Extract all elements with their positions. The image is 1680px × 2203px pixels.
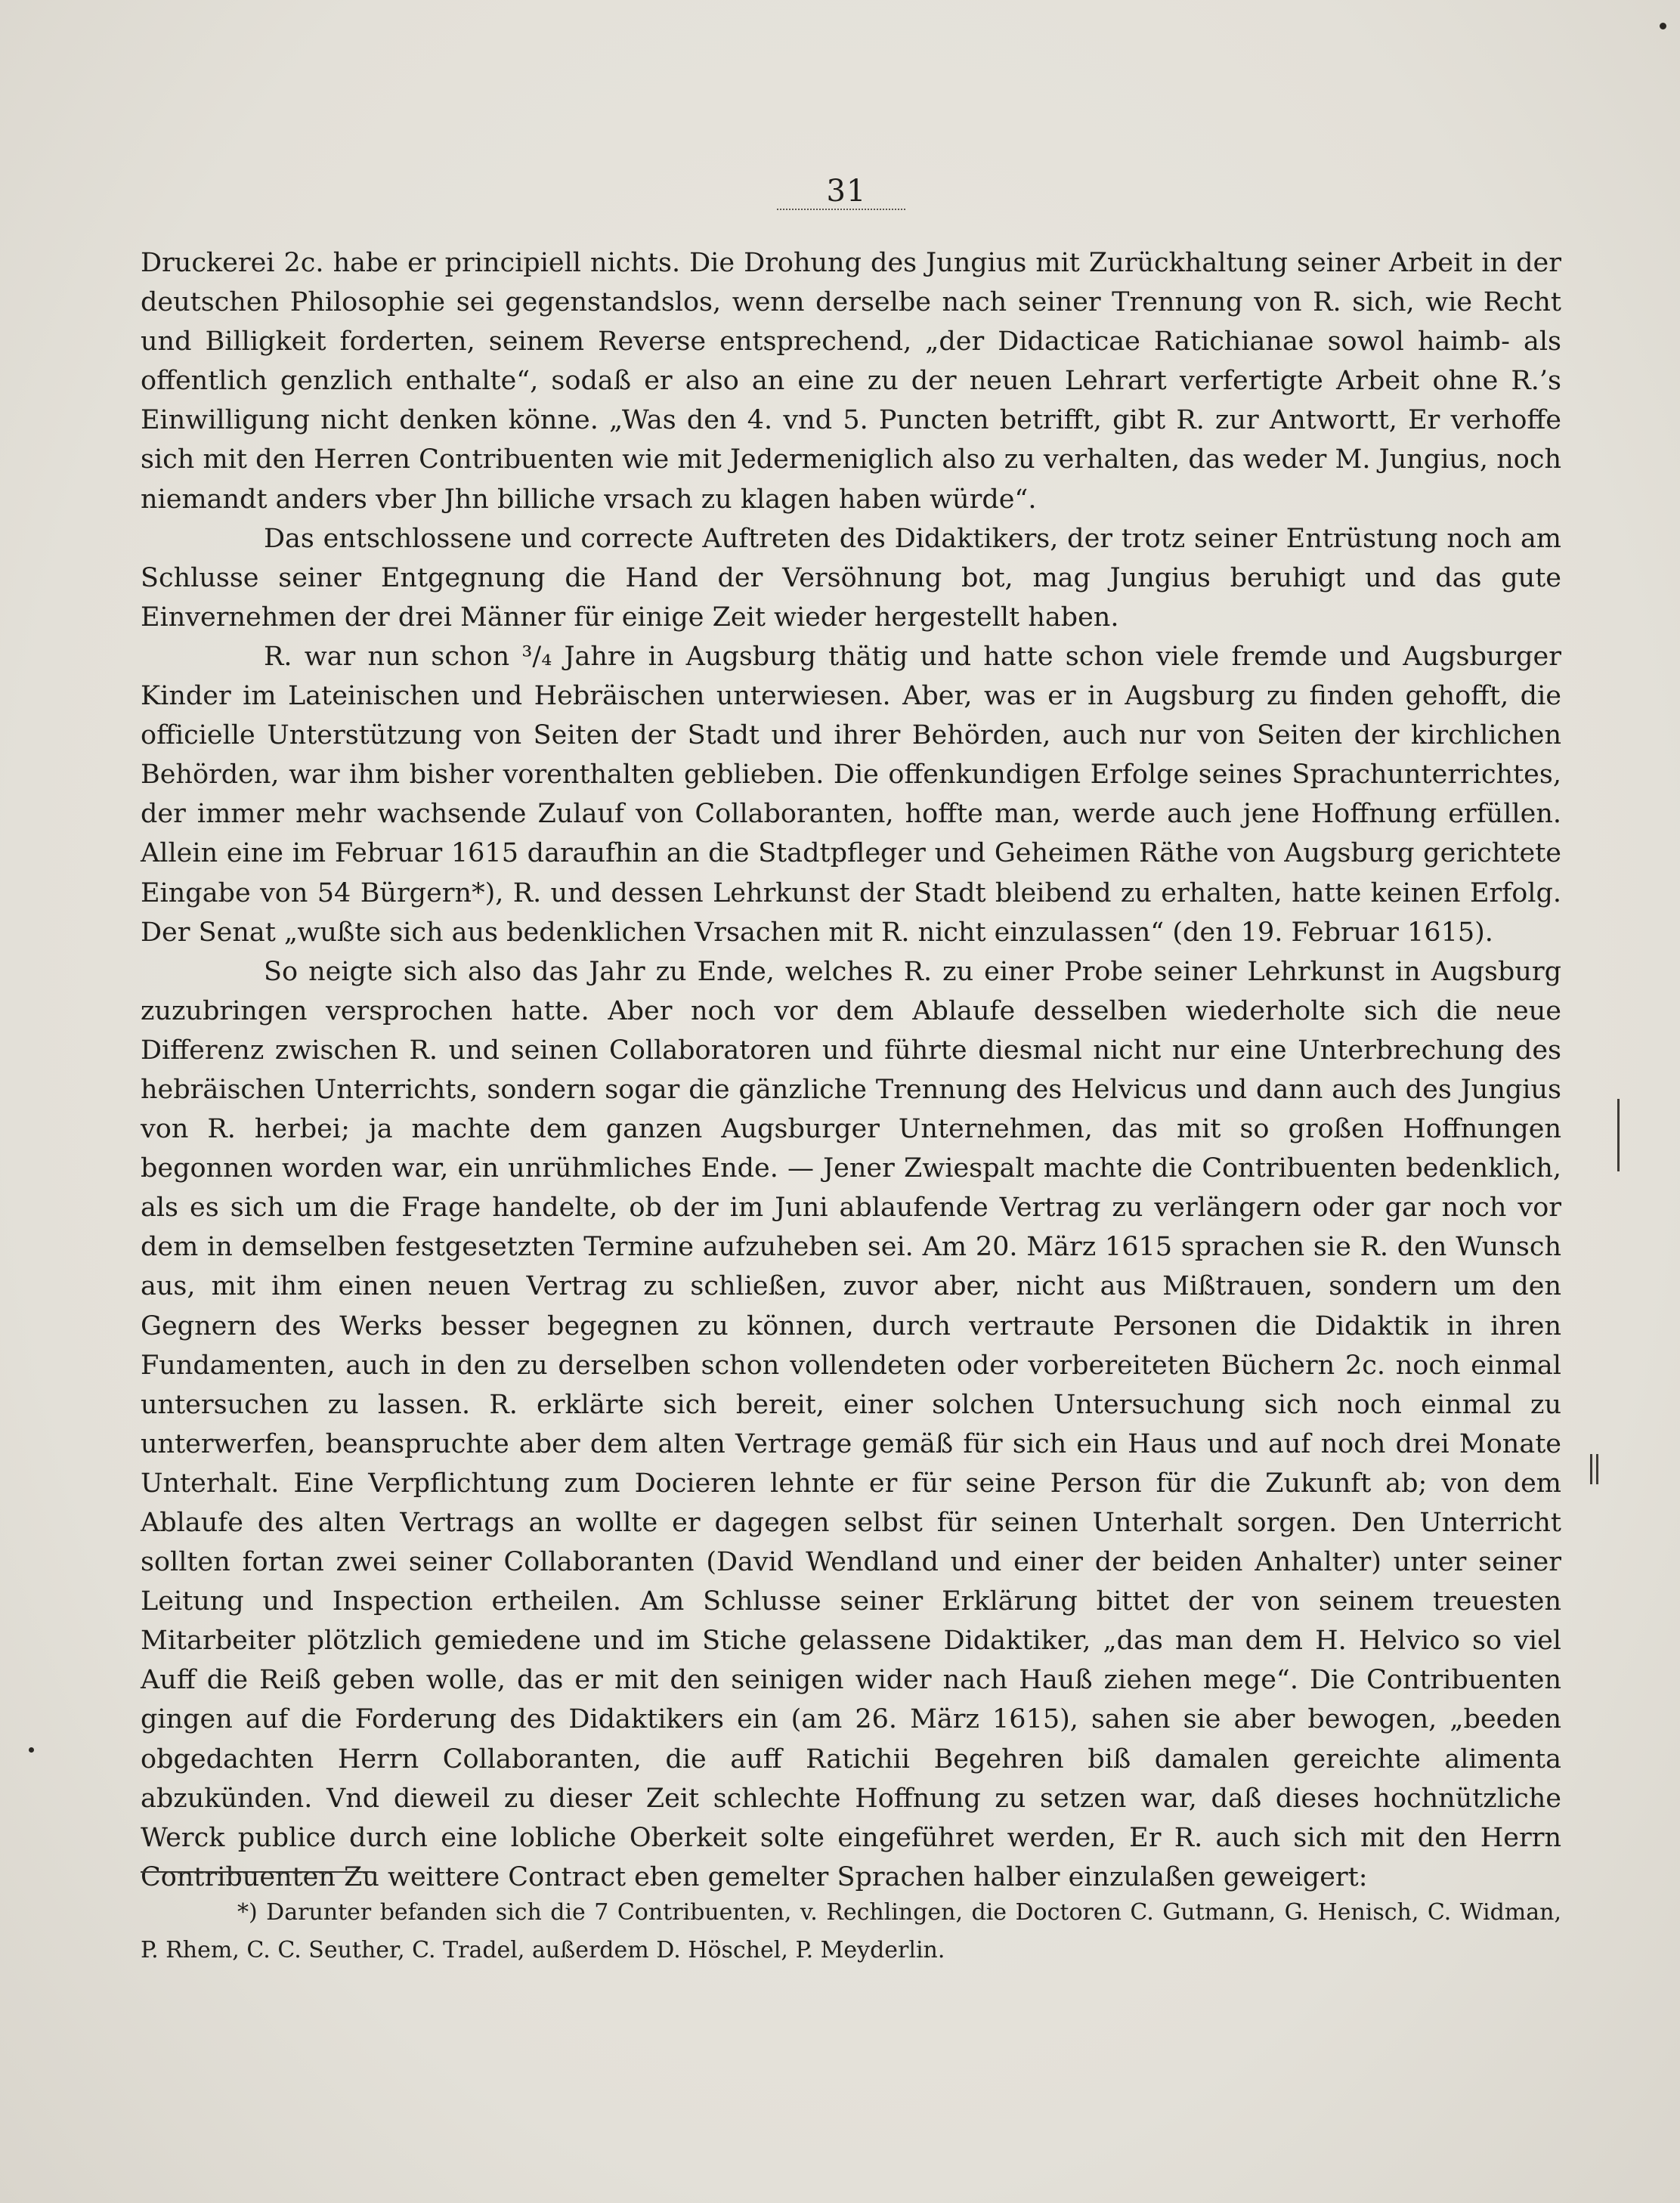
paragraph-1: Druckerei 2c. habe er principiell nichts. Die Drohung des Jungius mit Zurückhaltung seiner Arbeit in der deutschen Philosophie sei gegenstandslos, wenn derselbe nach seiner Trennung von R. sich, wie Recht und Billigkeit forderten, seinem Reverse entsprechend, „der Didacticae Ratichianae sowol haimb- als offentlich genzlich enthalte“, sodaß er also an eine zu der neuen Lehrart verfertigte Arbeit ohne R.’s Einwilligung nicht denken könne. „Was den 4. vnd 5. Puncten betrifft, gibt R. zur Antwortt, Er verhoffe sich mit den Herren Contribuenten wie mit Jedermeniglich also zu verhalten, das weder M. Jungius, noch niemandt anders vber Jhn billiche vrsach zu klagen haben würde“. [141, 248, 1561, 515]
page-number-rule [777, 209, 905, 215]
footnote-rule [141, 1871, 375, 1873]
body-text [141, 243, 1561, 1897]
footnote-text: *) Darunter befanden sich die 7 Contribuenten, v. Rechlingen, die Doctoren C. Gutmann, G. Henisch, C. Widman, P. Rhem, C. C. Seuther, C. Tradel, außerdem D. Höschel, P. Meyderlin. [141, 1899, 1561, 1963]
margin-mark-right [1617, 1099, 1620, 1171]
paragraph-3: R. war nun schon ³/₄ Jahre in Augsburg thätig und hatte schon viele fremde und Augsburger Kinder im Lateinischen und Hebräischen unterwiesen. Aber, was er in Augsburg zu finden gehofft, die officielle Unterstützung von Seiten der Stadt und ihrer Behörden, auch nur von Seiten der kirchlichen Behörden, war ihm bisher vorenthalten geblieben. Die offenkundigen Erfolge seines Sprachunterrichtes, der immer mehr wachsende Zulauf von Collaboranten, hoffte man, werde auch jene Hoffnung erfüllen. Allein eine im Februar 1615 daraufhin an die Stadtpfleger und Geheimen Räthe von Augsburg gerichtete Eingabe von 54 Bürgern*), R. und dessen Lehrkunst der Stadt bleibend zu erhalten, hatte keinen Erfolg. Der Senat „wußte sich aus bedenklichen Vrsachen mit R. nicht einzulassen“ (den 19. Februar 1615). [141, 641, 1561, 948]
scan-speck-left [29, 1747, 34, 1753]
paragraph-4: So neigte sich also das Jahr zu Ende, welches R. zu einer Probe seiner Lehrkunst in Augsburg zuzubringen versprochen hatte. Aber noch vor dem Ablaufe desselben wiederholte sich die neue Differenz zwischen R. und seinen Collaboratoren und führte diesmal nicht nur eine Unterbrechung des hebräischen Unterrichts, sondern sogar die gänzliche Trennung des Helvicus und dann auch des Jungius von R. herbei; ja machte dem ganzen Augsburger Unternehmen, das mit so großen Hoffnungen begonnen worden war, ein unrühmliches Ende. — Jener Zwiespalt machte die Contribuenten bedenklich, als es sich um die Frage handelte, ob der im Juni ablaufende Vertrag zu verlängern oder gar noch vor dem in demselben festgesetzten Termine aufzuheben sei. Am 20. März 1615 sprachen sie R. den Wunsch aus, mit ihm einen neuen Vertrag zu schließen, zuvor aber, nicht aus Mißtrauen, sondern um den Gegnern des Werks besser begegnen zu können, durch vertraute Personen die Didaktik in ihren Fundamenten, auch in den zu derselben schon vollendeten oder vorbereiteten Büchern 2c. noch einmal untersuchen zu lassen. R. erklärte sich bereit, einer solchen Untersuchung sich noch einmal zu unterwerfen, beanspruchte aber dem alten Vertrage gemäß für sich ein Haus und auf noch drei Monate Unterhalt. Eine Verpflichtung zum Docieren lehnte er für seine Person für die Zukunft ab; von dem Ablaufe des alten Vertrags an wollte er dagegen selbst für seinen Unterhalt sorgen. Den Unterricht sollten fortan zwei seiner Collaboranten (David Wendland und einer der beiden Anhalter) unter seiner Leitung und Inspection ertheilen. Am Schlusse seiner Erklärung bittet der von seinem treuesten Mitarbeiter plötzlich gemiedene und im Stiche gelassene Didaktiker, „das man dem H. Helvico so viel Auff die Reiß geben wolle, das er mit den seinigen wider nach Hauß ziehen mege“. Die Contribuenten gingen auf die Forderung des Didaktikers ein (am 26. März 1615), sahen sie aber bewogen, „beeden obgedachten Herrn Collaboranten, die auff Ratichii Begehren biß damalen gereichte alimenta abzukünden. Vnd dieweil zu dieser Zeit schlechte Hoffnung zu setzen war, daß dieses hochnützliche Werck publice durch eine lobliche Oberkeit solte eingeführet werden, Er R. auch sich mit den Herrn Contribuenten Zu weittere Contract eben gemelter Sprachen halber einzulaßen geweigert: [141, 956, 1561, 1892]
scan-speck-top-right [1660, 23, 1666, 29]
page-number: 31 [826, 174, 867, 209]
footnote [141, 1894, 1561, 1969]
margin-mark-right-double-a [1590, 1454, 1592, 1484]
paragraph-2: Das entschlossene und correcte Auftreten des Didaktikers, der trotz seiner Entrüstung noch am Schlusse seiner Entgegnung die Hand der Versöhnung bot, mag Jungius beruhigt und das gute Einvernehmen der drei Männer für einige Zeit wieder hergestellt haben. [141, 523, 1561, 633]
margin-mark-right-double-b [1596, 1454, 1598, 1484]
